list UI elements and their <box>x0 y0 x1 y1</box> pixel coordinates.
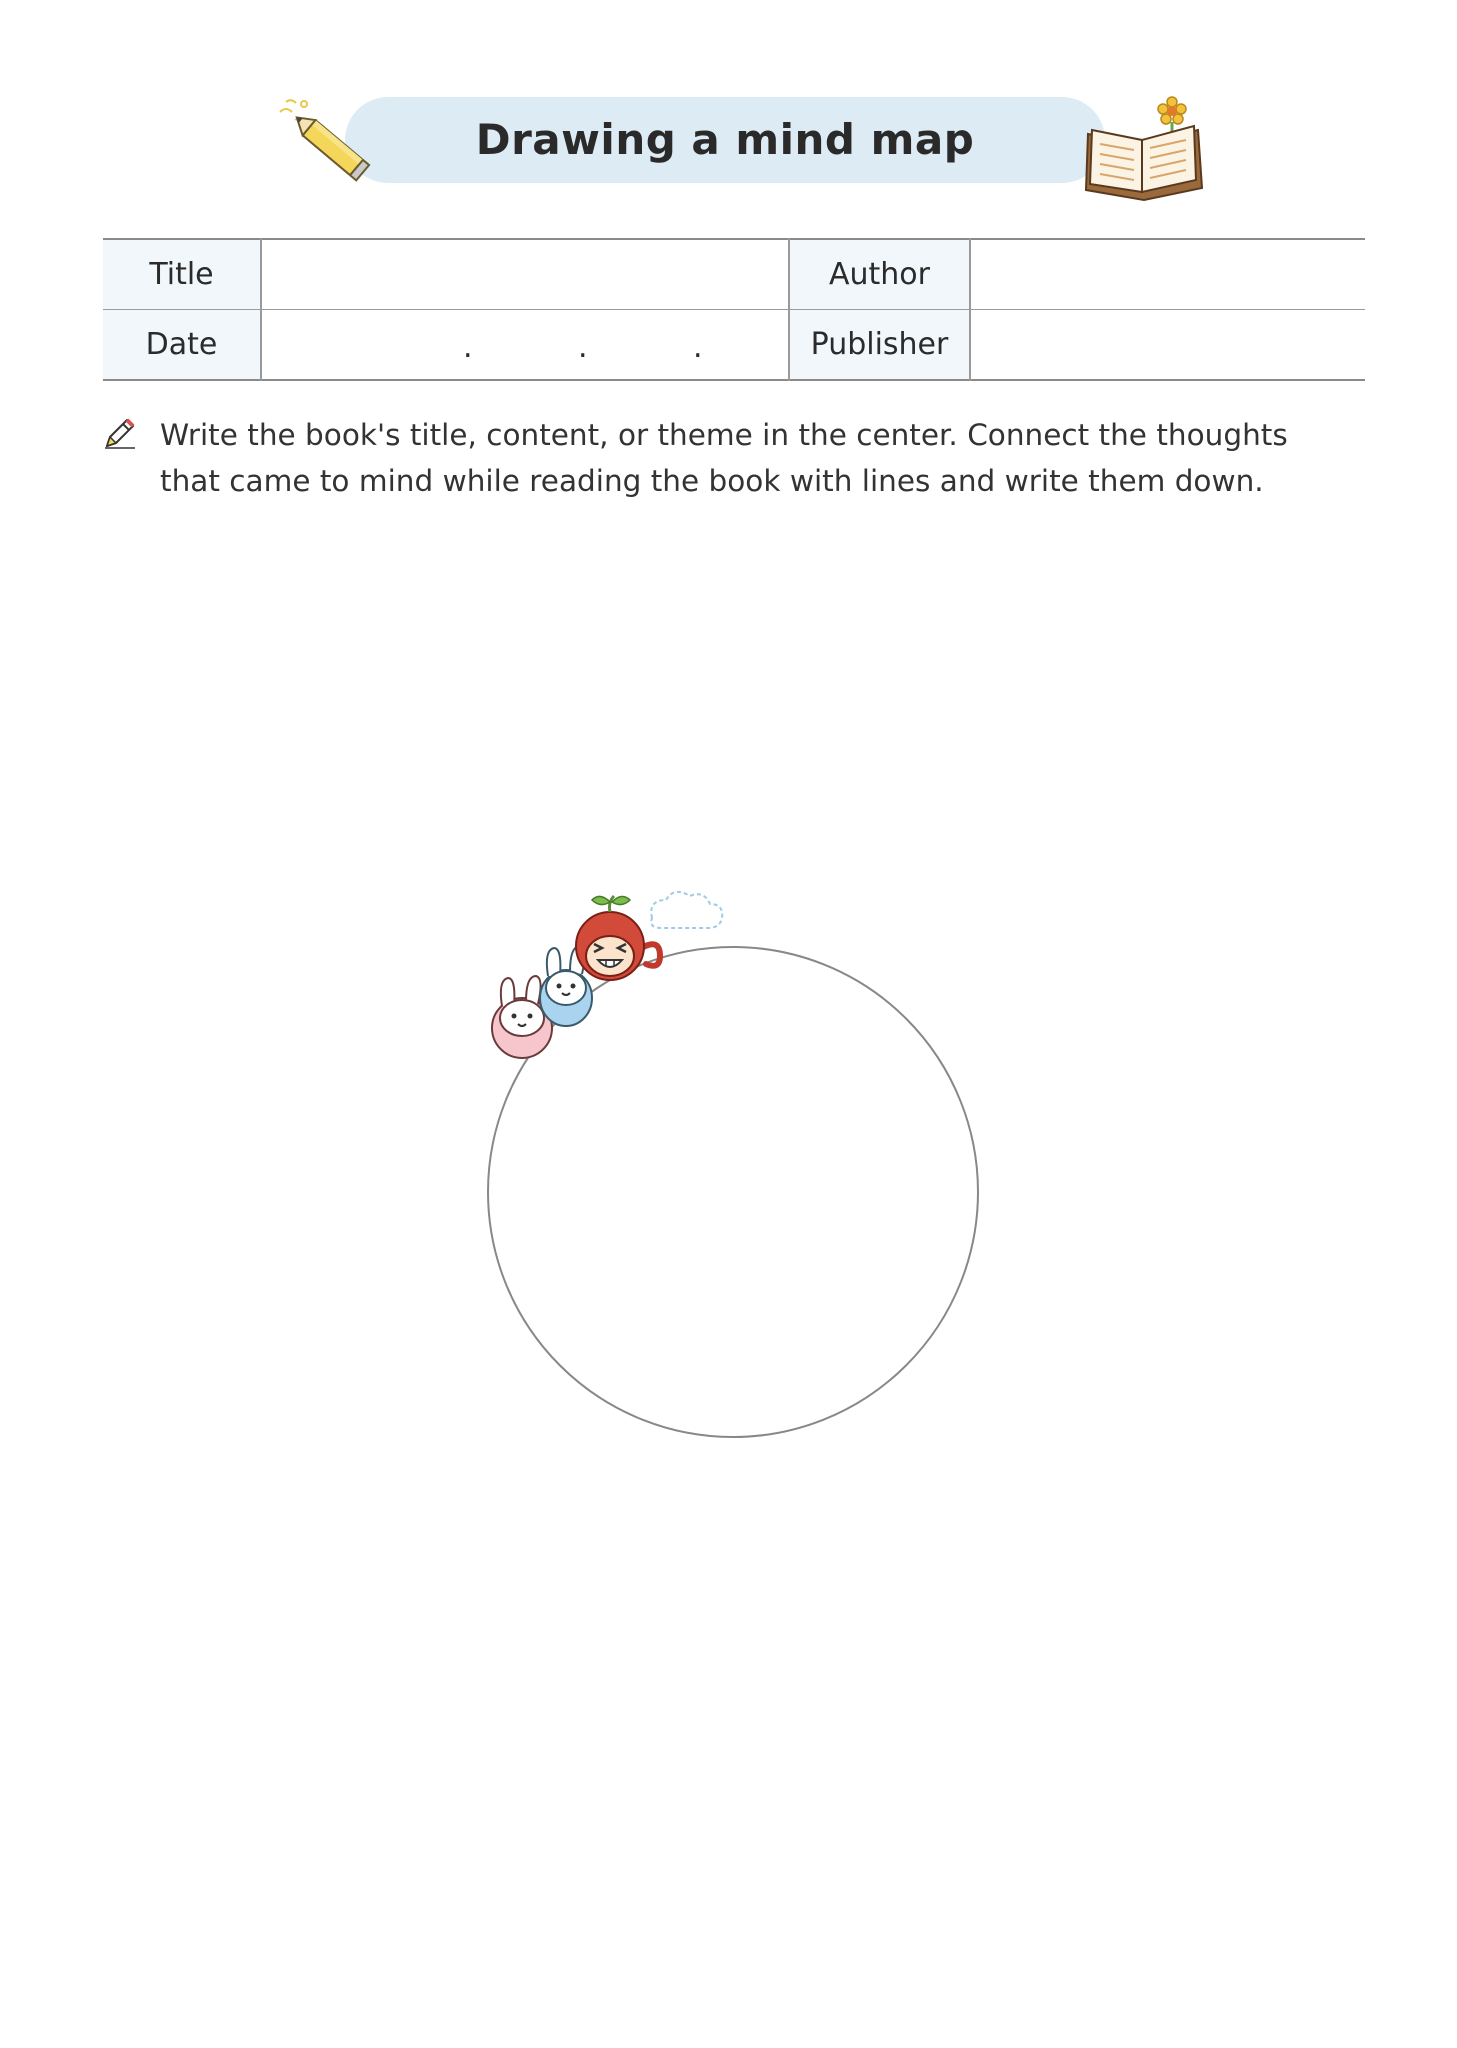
date-field[interactable] <box>261 310 789 381</box>
author-label: Author <box>789 239 970 310</box>
date-separator: . <box>693 330 703 365</box>
page-title: Drawing a mind map <box>475 115 975 164</box>
pencil-icon <box>272 92 392 192</box>
title-field[interactable] <box>261 239 789 310</box>
open-book-icon <box>1080 92 1210 202</box>
book-info-table <box>103 238 1365 381</box>
instruction-text: Write the book's title, content, or theme in the center. Connect the thoughts that came to mind while reading the book with lines and write them down. <box>160 418 1288 498</box>
author-field[interactable] <box>970 239 1365 310</box>
date-label: Date <box>103 310 261 381</box>
pen-icon <box>103 416 137 450</box>
table-row <box>103 310 1365 381</box>
publisher-label: Publisher <box>789 310 970 381</box>
title-label: Title <box>103 239 261 310</box>
date-separator: . <box>578 330 588 365</box>
publisher-field[interactable] <box>970 310 1365 381</box>
monkey-and-rabbits-illustration <box>470 880 760 1080</box>
date-separator: . <box>463 330 473 365</box>
table-row <box>103 239 1365 310</box>
